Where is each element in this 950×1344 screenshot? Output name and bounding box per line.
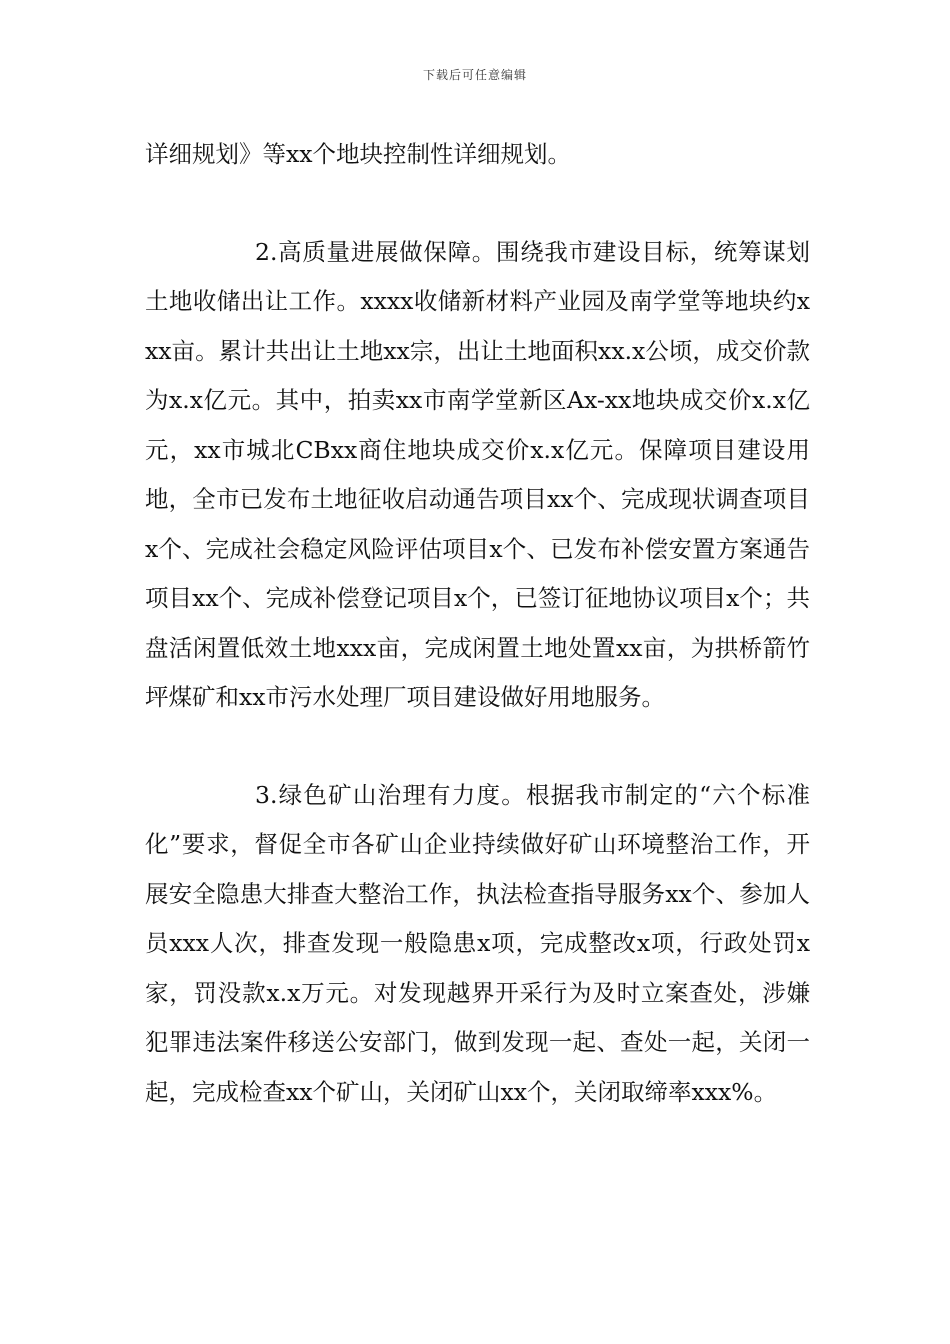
paragraph-continuation: 详细规划》等xx个地块控制性详细规划。 <box>145 140 572 168</box>
paragraph-green-mining: 3.绿色矿山治理有力度。根据我市制定的“六个标准化”要求，督促全市各矿山企业持续做好矿山环境整治工作，开展安全隐患大排查大整治工作，执法检查指导服务xx个、参加人员xxx人次，排查发现一般隐患x项，完成整改x项，行政处罚x家，罚没款x.x万元。对发现越界开采行为及时立案查处，涉嫌犯罪违法案件移送公安部门，做到发现一起、查处一起，关闭一起，完成检查xx个矿山，关闭矿山xx个，关闭取缔率xxx%。 <box>145 780 810 1106</box>
paragraph-land-supply: 2.高质量进展做保障。围绕我市建设目标，统筹谋划土地收储出让工作。xxxx收储新材料产业园及南学堂等地块约xxx亩。累计共出让土地xx宗，出让土地面积xx.x公顷，成交价款为x.x亿元。其中，拍卖xx市南学堂新区Ax-xx地块成交价x.x亿元，xx市城北CBxx商住地块成交价x.x亿元。保障项目建设用地，全市已发布土地征收启动通告项目xx个、完成现状调查项目x个、完成社会稳定风险评估项目x个、已发布补偿安置方案通告项目xx个、完成补偿登记项目x个，已签订征地协议项目x个；共盘活闲置低效土地xxx亩，完成闲置土地处置xx亩，为拱桥箭竹坪煤矿和xx市污水处理厂项目建设做好用地服务。 <box>145 237 810 711</box>
page-header: 下载后可任意编辑 <box>422 68 527 82</box>
paragraph-gap <box>145 723 810 771</box>
paragraph-gap <box>145 180 810 228</box>
document-body <box>145 130 810 1117</box>
